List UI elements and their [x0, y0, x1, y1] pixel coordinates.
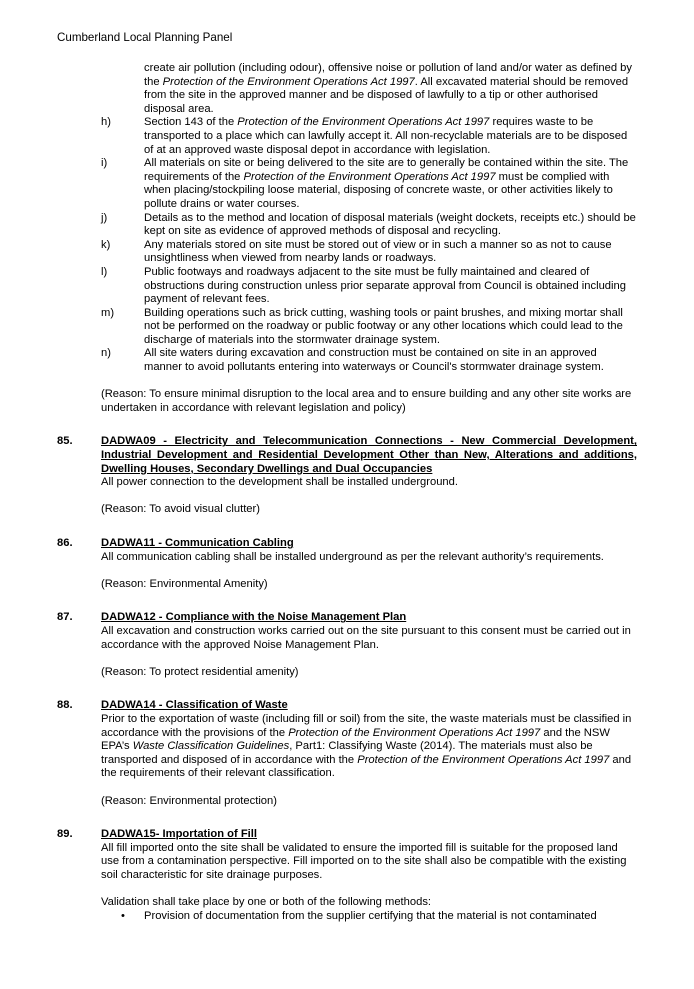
list-item-letter: l) [101, 265, 108, 278]
text-run: , Part1: Classifying Waste (2014). The materials must also be transported and disposed of in accordance with the [101, 740, 593, 766]
text-run: All site waters during excavation and construction must be contained on site in an approved manner to avoid pollutants entering into waterways or Council's stormwater drainage system. [144, 347, 604, 374]
text-run: Validation shall take place by one or both of the following methods: [101, 896, 432, 909]
section-number: 88. [57, 699, 73, 712]
text-run: All fill imported onto the site shall be validated to ensure the imported fill is suitable for the proposed land use from a contamination perspective. Fill imported on to the site shall also be compatible with the existing soil characteristic for site drainage purposes. [101, 841, 627, 881]
section-body [101, 828, 637, 923]
text-run: All communication cabling shall be installed underground as per the relevant authority’s requirements. [101, 550, 604, 563]
condition-section [57, 828, 637, 923]
list-reason: (Reason: To ensure minimal disruption to the local area and to ensure building and any other site works are undertaken in accordance with relevant legislation and policy) [101, 388, 632, 414]
section-paragraph [101, 476, 637, 490]
text-run: Any materials stored on site must be stored out of view or in such a manner so as not to cause unsightliness when viewed from nearby lands or roadways. [144, 238, 612, 265]
list-item-letter: i) [101, 157, 108, 170]
page-header: Cumberland Local Planning Panel [57, 31, 233, 44]
section-number: 89. [57, 828, 73, 841]
section-title: DADWA09 - Electricity and Telecommunication Connections - New Commercial Development, Industrial Development and Residential Development Other than New, Alterations and additions, Dwelling Houses, Secondary Dwellings and Dual Occupancies [101, 435, 637, 475]
list-item-text [144, 212, 636, 238]
text-run: All materials on site or being delivered to the site are to generally be contained within the site. The requirements of the [144, 157, 629, 183]
text-run: and the requirements of their relevant classification. [101, 753, 632, 780]
text-run: Prior to the exportation of waste (including fill or soil) from the site, the waste materials must be classified in accordance with the provisions of the [101, 712, 632, 739]
text-run: create air pollution (including odour), offensive noise or pollution of land and/or water as defined by the [144, 62, 632, 88]
section-reason: (Reason: To protect residential amenity) [101, 665, 299, 678]
list-item [57, 157, 637, 211]
section-reason: (Reason: Environmental protection) [101, 794, 277, 807]
list-item-text [144, 307, 623, 346]
text-run: requires waste to be transported to a place which can lawfully accept it. All non-recyclable materials are to be disposed of at an approved waste disposal depot in accordance with legislation. [144, 116, 628, 156]
section-reason: (Reason: To avoid visual clutter) [101, 503, 260, 516]
text-run: must be complied with when placing/stockpiling loose material, disposing of concrete waste, or other activities likely to pollute drains or water courses. [144, 170, 613, 210]
section-number: 87. [57, 611, 73, 624]
text-run: Building operations such as brick cutting, washing tools or paint brushes, and mixing mortar shall not be performed on the roadway or public footway or any other locations which could lead to the discharge of materials into the stormwater drainage system. [144, 306, 623, 346]
text-run: Section 143 of the [144, 116, 238, 129]
text-run: . All excavated material should be removed from the site in the approved manner and be disposed of lawfully to a tip or other authorised disposal area. [144, 75, 629, 115]
section-title: DADWA14 - Classification of Waste [101, 699, 288, 712]
section-number: 86. [57, 537, 73, 549]
continued-paragraph [144, 62, 637, 116]
section-paragraph [101, 896, 637, 910]
list-item [57, 347, 637, 374]
list-item-letter: n) [101, 347, 111, 360]
italic-text: Protection of the Environment Operations Act 1997 [237, 116, 490, 129]
list-item-letter: h) [101, 116, 111, 129]
italic-text: Protection of the Environment Operations Act 1997 [288, 726, 541, 739]
section-paragraph [101, 625, 637, 652]
section-paragraph [101, 842, 637, 883]
italic-text: Protection of the Environment Operations Act 1997 [357, 753, 610, 766]
text-run: Public footways and roadways adjacent to the site must be fully maintained and cleared of obstructions during construction unless prior separate approval from Council is obtained including payment of relevant fees. [144, 265, 626, 306]
list-item [57, 307, 637, 348]
list-item-text [144, 116, 627, 155]
bullet-text: Provision of documentation from the supplier certifying that the material is not contaminated [144, 909, 597, 922]
condition-section [57, 699, 637, 808]
condition-list [57, 116, 637, 374]
list-item [57, 266, 637, 307]
condition-section [57, 537, 637, 591]
list-item-text [144, 266, 626, 305]
list-item-text [144, 157, 628, 210]
bullet-icon: • [121, 909, 125, 922]
section-number: 85. [57, 435, 73, 448]
section-title: DADWA12 - Compliance with the Noise Management Plan [101, 611, 407, 624]
section-paragraph [101, 551, 637, 565]
list-item-text [144, 239, 612, 265]
list-item [57, 116, 637, 157]
section-body [101, 435, 637, 517]
section-body [101, 611, 637, 679]
list-item-letter: m) [101, 306, 115, 319]
list-item [57, 239, 637, 266]
list-item-text [144, 347, 604, 373]
section-body [101, 537, 637, 591]
text-run: All power connection to the development shall be installed underground. [101, 476, 458, 489]
italic-text: Protection of the Environment Operations Act 1997 [243, 170, 496, 183]
condition-section [57, 611, 637, 679]
text-run: All excavation and construction works carried out on the site pursuant to this consent must be carried out in accordance with the approved Noise Management Plan. [101, 624, 631, 651]
document-body [57, 62, 637, 923]
italic-text: Waste Classification Guidelines [132, 740, 290, 753]
condition-section [57, 435, 637, 517]
italic-text: Protection of the Environment Operations Act 1997 [162, 75, 415, 88]
list-item-letter: j) [101, 211, 108, 224]
text-run: and the NSW EPA’s [101, 726, 610, 753]
conditions-sections [57, 435, 637, 923]
section-title: DADWA15- Importation of Fill [101, 828, 257, 841]
text-run: Details as to the method and location of disposal materials (weight dockets, receipts etc.) should be kept on site as evidence of approved methods of disposal and recycling. [144, 211, 636, 238]
list-item [57, 212, 637, 239]
bullet-item [101, 910, 637, 924]
section-title: DADWA11 - Communication Cabling [101, 537, 294, 549]
section-body [101, 699, 637, 808]
section-reason: (Reason: Environmental Amenity) [101, 577, 268, 590]
list-item-letter: k) [101, 238, 111, 251]
section-paragraph [101, 713, 637, 781]
